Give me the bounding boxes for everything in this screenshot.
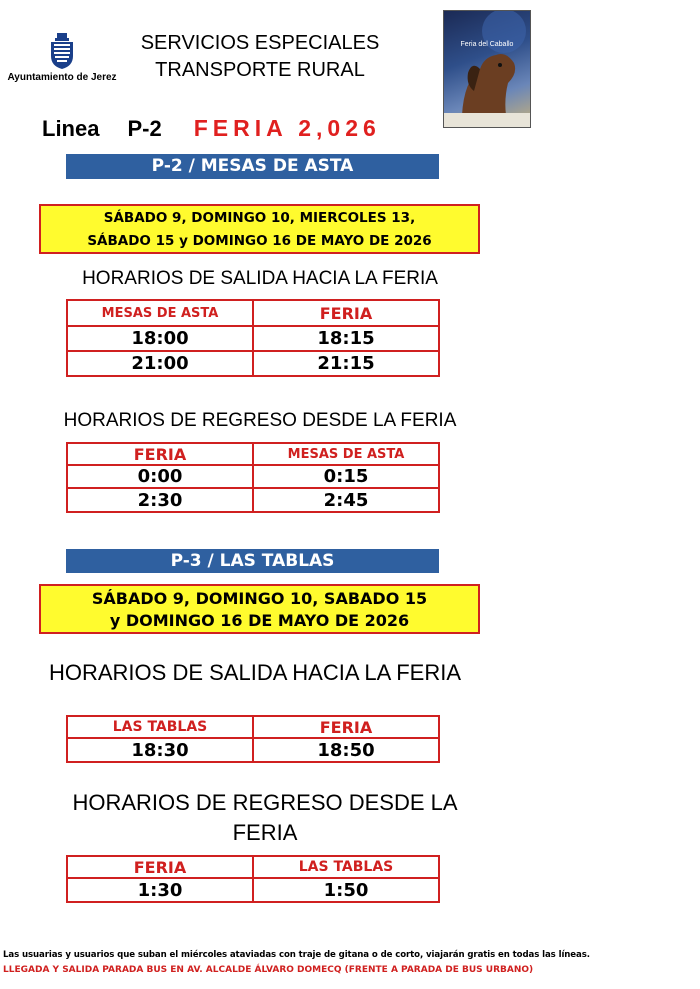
table-row [67, 465, 439, 488]
linea-label: Linea [42, 116, 100, 141]
departure-time: 18:30 [67, 738, 253, 762]
departure-time: 1:30 [67, 878, 253, 902]
col-header-mesas-de-asta: MESAS DE ASTA [253, 443, 439, 465]
col-header-feria: FERIA [253, 716, 439, 738]
arrival-time: 2:45 [253, 488, 439, 512]
departure-time: 0:00 [67, 465, 253, 488]
arrival-time: 18:15 [253, 326, 439, 351]
header-titles [120, 30, 400, 84]
p2-dates-box [39, 204, 480, 254]
linea-code: P-2 [127, 116, 162, 141]
p3-outbound-heading: HORARIOS DE SALIDA HACIA LA FERIA [48, 660, 462, 685]
p3-banner: P-3 / LAS TABLAS [66, 549, 439, 573]
table-row [67, 488, 439, 512]
footer-free-ride-note: Las usuarias y usuarios que suban el miércoles ataviadas con traje de gitana o de corto, viajarán gratis en todas las líneas. [3, 950, 590, 960]
col-header-feria: FERIA [67, 443, 253, 465]
p2-return-table [66, 442, 440, 513]
p3-return-heading [20, 788, 510, 848]
departure-time: 21:00 [67, 351, 253, 376]
arrival-time: 18:50 [253, 738, 439, 762]
p2-banner: P-2 / MESAS DE ASTA [66, 154, 439, 179]
col-header-las-tablas: LAS TABLAS [67, 716, 253, 738]
col-header-mesas-de-asta: MESAS DE ASTA [67, 300, 253, 326]
title-services: SERVICIOS ESPECIALES [140, 32, 380, 54]
p2-return-heading: HORARIOS DE REGRESO DESDE LA FERIA [63, 410, 457, 431]
p2-outbound-heading: HORARIOS DE SALIDA HACIA LA FERIA [82, 268, 438, 289]
col-header-feria: FERIA [253, 300, 439, 326]
p3-dates-line2: y DOMINGO 16 DE MAYO DE 2026 [109, 611, 410, 630]
arrival-time: 21:15 [253, 351, 439, 376]
table-row [67, 878, 439, 902]
footer-stop-note: LLEGADA Y SALIDA PARADA BUS EN AV. ALCALDE ÁLVARO DOMECQ (FRENTE A PARADA DE BUS URBANO) [3, 965, 534, 975]
feria-poster-image [443, 10, 531, 128]
feria-title: FERIA 2,026 [193, 115, 381, 141]
p2-dates-line2: SÁBADO 15 y DOMINGO 16 DE MAYO DE 2026 [87, 233, 432, 249]
table-row [67, 326, 439, 351]
linea-title-row [42, 115, 381, 145]
p2-outbound-table [66, 299, 440, 377]
col-header-las-tablas: LAS TABLAS [253, 856, 439, 878]
departure-time: 18:00 [67, 326, 253, 351]
ayuntamiento-logo [6, 32, 118, 83]
logo-caption: Ayuntamiento de Jerez [7, 72, 117, 83]
p3-return-heading-line2: FERIA [232, 820, 298, 845]
poster-footer [444, 113, 530, 127]
departure-time: 2:30 [67, 488, 253, 512]
p3-return-heading-line1: HORARIOS DE REGRESO DESDE LA [72, 790, 458, 815]
p3-dates-line1: SÁBADO 9, DOMINGO 10, SABADO 15 [91, 589, 428, 608]
p2-dates-line1: SÁBADO 9, DOMINGO 10, MIERCOLES 13, [103, 210, 416, 226]
table-row [67, 738, 439, 762]
horse-illustration-icon [444, 11, 530, 127]
p3-return-table [66, 855, 440, 903]
p3-outbound-table [66, 715, 440, 763]
title-transport: TRANSPORTE RURAL [155, 59, 365, 81]
coat-of-arms-icon [48, 32, 76, 70]
arrival-time: 1:50 [253, 878, 439, 902]
poster-title: Feria del Caballo [460, 41, 514, 48]
arrival-time: 0:15 [253, 465, 439, 488]
p3-dates-box [39, 584, 480, 634]
table-row [67, 351, 439, 376]
col-header-feria: FERIA [67, 856, 253, 878]
